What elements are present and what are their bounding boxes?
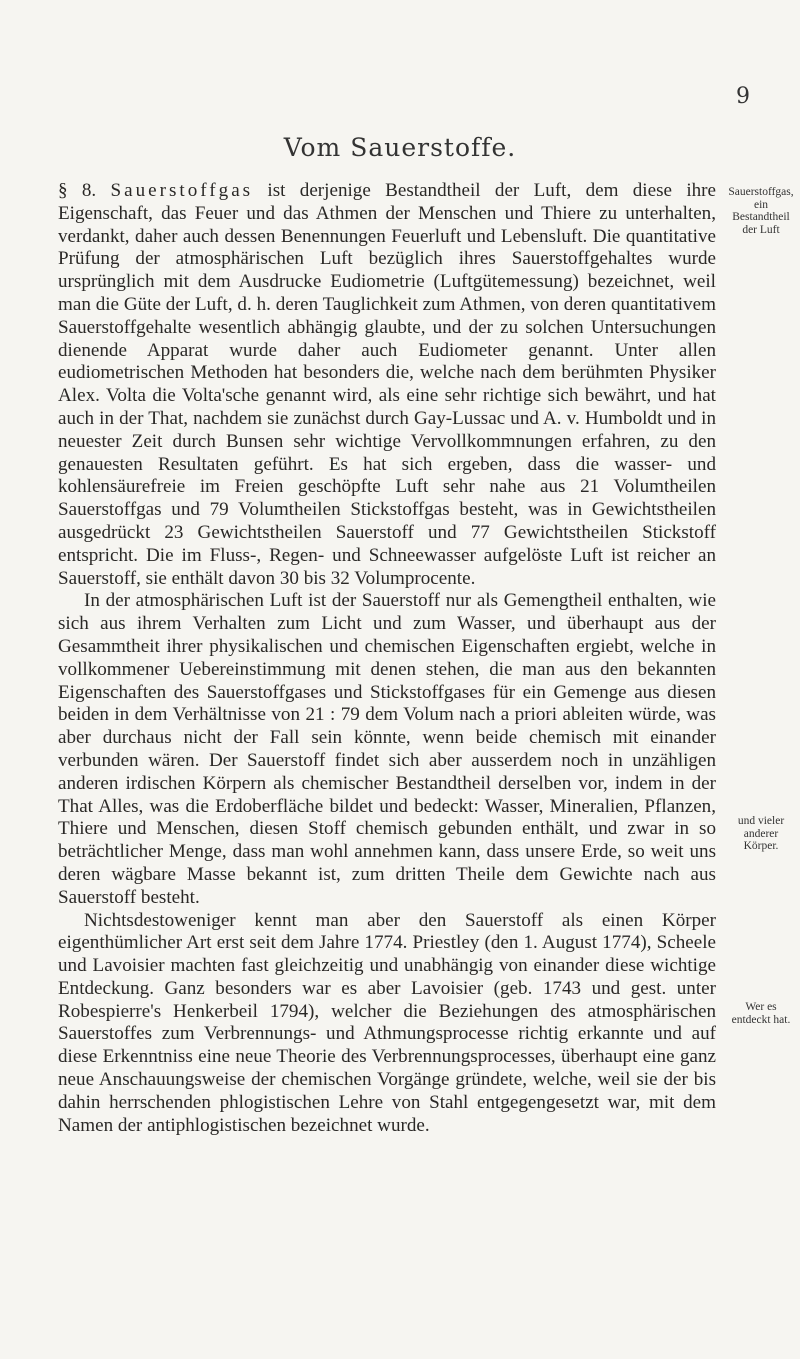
margin-note-3: Wer es entdeckt hat. (731, 1001, 791, 1026)
margin-note-1: Sauerstoffgas, ein Bestandtheil der Luft (728, 186, 794, 236)
margin-note-2: und vieler anderer Körper. (737, 815, 785, 852)
paragraph-2: In der atmosphärischen Luft ist der Sauerstoff nur als Gemengtheil enthalten, wie sich aus ihrem Verhalten zum Licht und zum Wasser, und überhaupt aus der Gesammtheit ihrer physikalischen und chemischen Eigenschaften ergiebt, welche in vollkommener Uebereinstimmung mit denen stehen, die man aus den bekannten Eigenschaften des Sauerstoffgases und Stickstoffgases für ein Gemenge aus diesen beiden in dem Verhältnisse von 21 : 79 dem Volum nach a priori ableiten würde, was aber durchaus nicht der Fall sein könnte, wenn beide chemisch mit einander verbunden wären. Der Sauerstoff findet sich aber ausserdem noch in unzähligen anderen irdischen Körpern als chemischer Bestandtheil derselben vor, indem in der That Alles, was die Erdoberfläche bildet und bedeckt: Wasser, Mineralien, Pflanzen, Thiere und Menschen, diesen Stoff chemisch gebunden enthält, und zwar in so beträchtlicher Menge, dass man wohl annehmen kann, dass unsere Erde, so weit uns deren wägbare Masse bekannt ist, zum dritten Theile dem Gewichte nach aus Sauerstoff besteht. (58, 590, 716, 908)
paragraph-1 (58, 180, 716, 590)
page-heading: Vom Sauerstoffe. (283, 133, 517, 162)
paragraph-1-text: ist derjenige Bestandtheil der Luft, dem diese ihre Eigenschaft, das Feuer und das Athmen der Menschen und Thiere zu unterhalten, verdankt, daher auch dessen Benennungen Feuerluft und Lebensluft. Die quantitative Prüfung der atmosphärischen Luft bezüglich ihres Sauerstoffgehaltes wurde ursprünglich mit dem Ausdrucke Eudiometrie (Luftgütemessung) bezeichnet, weil man die Güte der Luft, d. h. deren Tauglichkeit zum Athmen, von deren quantitativem Sauerstoffgehalte wesentlich abhängig glaubte, und der zu solchen Untersuchungen dienende Apparat wurde daher auch Eudiometer genannt. Unter allen eudiometrischen Methoden hat besonders die, welche nach dem berühmten Physiker Alex. Volta die Volta'sche genannt wird, als eine sehr richtige sich bewährt, und hat auch in der That, nachdem sie zunächst durch Gay-Lussac und A. v. Humboldt und in neuester Zeit durch Bunsen sehr wichtige Vervollkommnungen erfahren, zu den genauesten Resultaten geführt. Es hat sich ergeben, dass die wasser- und kohlensäurefreie im Freien geschöpfte Luft sehr nahe aus 21 Volumtheilen Sauerstoffgas und 79 Volumtheilen Stickstoffgas besteht, was in Gewichtstheilen ausgedrückt 23 Gewichtstheilen Sauerstoff und 77 Gewichtstheilen Stickstoff entspricht. Die im Fluss-, Regen- und Schneewasser aufgelöste Luft ist reicher an Sauerstoff, sie enthält davon 30 bis 32 Volumprocente. (58, 180, 716, 589)
section-number: § 8. (58, 180, 111, 201)
body-text (58, 180, 716, 1137)
paragraph-3: Nichtsdestoweniger kennt man aber den Sauerstoff als einen Körper eigenthümlicher Art erst seit dem Jahre 1774. Priestley (den 1. August 1774), Scheele und Lavoisier machten fast gleichzeitig und unabhängig von einander diese wichtige Entdeckung. Ganz besonders war es aber Lavoisier (geb. 1743 und gest. unter Robespierre's Henkerbeil 1794), welcher die Beziehungen des atmosphärischen Sauerstoffes zum Verbrennungs- und Athmungsprocesse richtig erkannte und auf diese Erkenntniss eine neue Theorie des Verbrennungsprocesses, überhaupt eine ganz neue Anschauungsweise der chemischen Vorgänge gründete, welche, weil sie der bis dahin herrschenden phlogistischen Lehre von Stahl entgegengesetzt war, mit dem Namen der antiphlogistischen bezeichnet wurde. (58, 909, 716, 1136)
page-number: 9 (736, 84, 750, 109)
spaced-term: Sauerstoffgas (110, 180, 254, 201)
